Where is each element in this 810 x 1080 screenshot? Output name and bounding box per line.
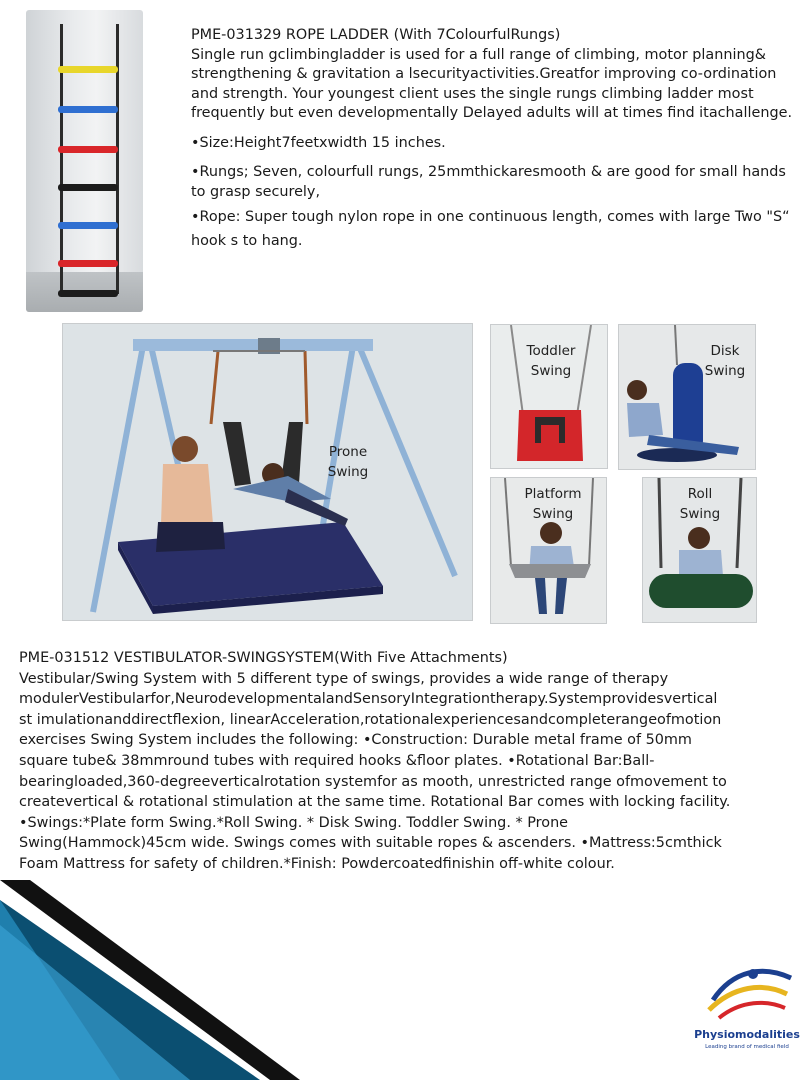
- rope-ladder-description: [191, 26, 803, 255]
- ladder-rope-line2: hook s to hang.: [191, 232, 303, 249]
- vestibular-line: Swing(Hammock)45cm wide. Swings comes with suitable ropes & ascenders. •Mattress:5cmthick: [19, 835, 722, 852]
- ladder-rung: [58, 260, 118, 267]
- prone-swing-label-line2: Swing: [327, 464, 369, 480]
- logo-tagline: Leading brand of medical field: [705, 1044, 789, 1050]
- ladder-rope-line1: •Rope: Super tough nylon rope in one continuous length, comes with large Two "S“: [191, 209, 790, 225]
- roll-swing-label-line1: Roll: [687, 486, 713, 502]
- footer-decoration: [0, 880, 810, 1080]
- vestibular-line: square tube& 38mmround tubes with required hooks &floor plates. •Rotational Bar:Ball-: [19, 752, 655, 769]
- vestibular-body: [19, 669, 795, 875]
- ladder-rope-right: [116, 24, 119, 294]
- prone-swing-label-line1: Prone: [328, 444, 368, 460]
- ladder-size: •Size:Height7feetxwidth 15 inches.: [191, 134, 446, 151]
- rope-ladder-photo: [26, 10, 143, 312]
- roll-swing-label: [663, 484, 737, 524]
- ladder-description: Single run gclimbingladder is used for a full range of climbing, motor planning& strengthening & gravitation a lsecurityactivities.Greatfor improving co-ordination and strength. Your youngest client uses the single rungs climbing ladder most frequently but even developmentally Delayed adults will at times find itachallenge.: [191, 46, 793, 121]
- platform-swing-label-line1: Platform: [524, 486, 582, 502]
- toddler-swing-label-line1: Toddler: [526, 343, 576, 359]
- ladder-rung: [58, 222, 118, 229]
- prone-swing-illustration: [63, 324, 473, 621]
- platform-swing-label: [515, 484, 591, 524]
- ladder-rungs-text: •Rungs; Seven, colourfull rungs, 25mmthickaresmooth & are good for small hands to grasp securely,: [191, 164, 786, 200]
- vestibular-line: createvertical & rotational stimulation at the same time. Rotational Bar comes with locking facility.: [19, 794, 731, 811]
- ladder-rung: [58, 66, 118, 73]
- vestibular-line: •Swings:*Plate form Swing.*Roll Swing. * Disk Swing. Toddler Swing. * Prone: [19, 814, 569, 831]
- platform-swing-photo: [490, 477, 607, 624]
- prone-swing-photo: [62, 323, 473, 621]
- roll-swing-photo: [642, 477, 757, 623]
- vestibular-description: [19, 648, 795, 875]
- toddler-swing-photo: [490, 324, 608, 469]
- vestibular-line: exercises Swing System includes the following: •Construction: Durable metal frame of 50mm: [19, 732, 692, 749]
- platform-swing-label-line2: Swing: [532, 506, 574, 522]
- ladder-rung: [58, 184, 118, 191]
- ladder-rope-left: [60, 24, 63, 294]
- toddler-swing-label-line2: Swing: [530, 363, 572, 379]
- disk-swing-label-line1: Disk: [710, 343, 740, 359]
- disk-swing-label-line2: Swing: [704, 363, 746, 379]
- roll-swing-label-line2: Swing: [679, 506, 721, 522]
- ladder-title: PME-031329 ROPE LADDER (With 7ColourfulRungs): [191, 27, 561, 43]
- disk-swing-photo: [618, 324, 756, 470]
- logo-brand-name: Physiomodalities: [694, 1028, 800, 1041]
- disk-swing-label: [695, 341, 755, 381]
- ladder-rung: [58, 106, 118, 113]
- vestibular-title: PME-031512 VESTIBULATOR-SWINGSYSTEM(With Five Attachments): [19, 650, 508, 666]
- ladder-rung: [58, 146, 118, 153]
- vestibular-line: bearingloaded,360-degreeverticalrotation systemfor as mooth, unrestricted range ofmovement to: [19, 773, 727, 790]
- logo-runner-icon: [693, 960, 801, 1028]
- ladder-rung: [58, 290, 118, 297]
- vestibular-line: Vestibular/Swing System with 5 different type of swings, provides a wide range of therapy: [19, 670, 669, 687]
- physiomodalities-logo: [693, 960, 801, 1072]
- prone-swing-label: [318, 442, 378, 482]
- vestibular-line: modulerVestibularfor,NeurodevelopmentalandSensoryIntegrationtherapy.Systemprovidesvertical: [19, 691, 718, 708]
- vestibular-line: st imulationanddirectflexion, linearAcceleration,rotationalexperiencesandcompleterangeofmotion: [19, 711, 722, 728]
- vestibular-line: Foam Mattress for safety of children.*Finish: Powdercoatedfinishin off-white colour.: [19, 855, 615, 872]
- toddler-swing-label: [511, 341, 591, 381]
